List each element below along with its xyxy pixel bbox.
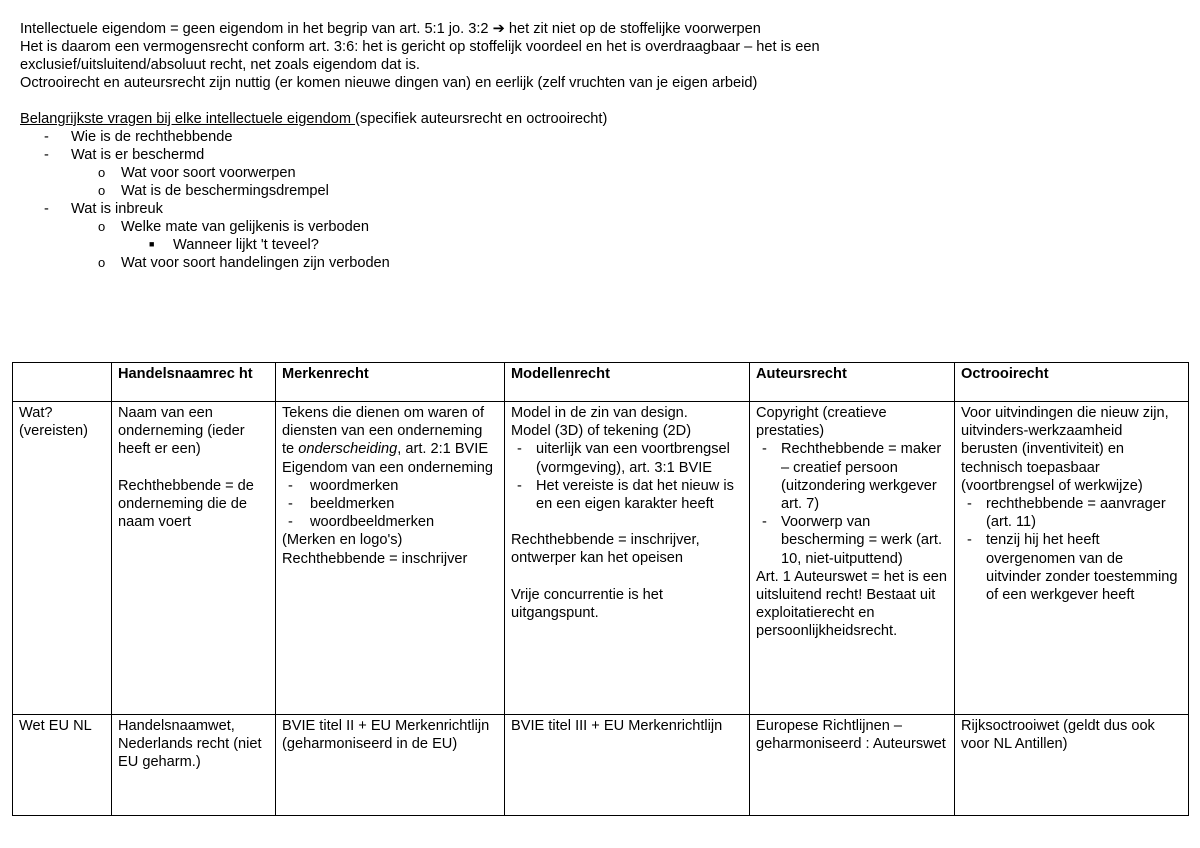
dash-bullet: -: [44, 147, 49, 163]
table-header-cell: [13, 363, 112, 402]
intro-line-2: Het is daarom een vermogensrecht conform art. 3:6: het is gericht op stoffelijk voordeel en het is overdraagbaar – het is een: [20, 39, 820, 55]
questions-heading: [20, 110, 1185, 128]
circle-bullet: o: [98, 255, 106, 270]
circle-bullet: o: [98, 165, 106, 180]
square-bullet: ■: [149, 239, 155, 249]
list-item: o Wat voor soort voorwerpen: [98, 165, 296, 181]
table-cell: Handelsnaamwet, Nederlands recht (niet EU geharm.): [112, 715, 276, 816]
document-text: [20, 20, 1185, 272]
dash-bullet: -: [44, 129, 49, 145]
table-header-row: [13, 363, 1189, 402]
list-item: - woordmerken: [288, 477, 399, 494]
table-cell: Copyright (creatieve prestaties) - Rechthebbende = maker – creatief persoon (uitzondering werkgever art. 7) - Voorwerp van bescherming = werk (art. 10, niet-uitputtend) Art. 1 Auteurswet = het is een uitsluitend recht! Bestaat uit exploitatierecht en persoonlijkheidsrecht.: [750, 402, 955, 715]
intro-line-3: exclusief/uitsluitend/absoluut recht, net zoals eigendom dat is.: [20, 57, 420, 73]
list-item: o Wat is de beschermingsdrempel: [98, 183, 329, 199]
table-row: [13, 402, 1189, 715]
list-item: - rechthebbende = aanvrager (art. 11): [967, 496, 1166, 531]
list-item: o Wat voor soort handelingen zijn verboden: [98, 255, 390, 271]
table-header-cell: Merkenrecht: [276, 363, 505, 402]
table-cell: BVIE titel III + EU Merkenrichtlijn: [505, 715, 750, 816]
list-item: - Wat is inbreuk: [44, 201, 163, 217]
intro-line-1: Intellectuele eigendom = geen eigendom in het begrip van art. 5:1 jo. 3:2 ➔ het zit niet op de stoffelijke voorwerpen: [20, 21, 761, 37]
list-item: ■ Wanneer lijkt 't teveel?: [149, 237, 319, 253]
questions-heading-rest: (specifiek auteursrecht en octrooirecht): [355, 111, 608, 127]
table-cell: Naam van een onderneming (ieder heeft er een) Rechthebbende = de onderneming die de naam voert: [112, 402, 276, 715]
table-cell: BVIE titel II + EU Merkenrichtlijn (geharmoniseerd in de EU): [276, 715, 505, 816]
table-cell: Europese Richtlijnen – geharmoniseerd : Auteurswet: [750, 715, 955, 816]
row-label: Wat? (vereisten): [13, 402, 112, 715]
circle-bullet: o: [98, 183, 106, 198]
list-item: - woordbeeldmerken: [288, 514, 435, 531]
table-cell: Model in de zin van design. Model (3D) of tekening (2D) - uiterlijk van een voortbrengsel (vormgeving), art. 3:1 BVIE - Het vereiste is dat het nieuw is en een eigen karakter heeft Rechthebbende = inschrijver, ontwerper kan het opeisen Vrije concurrentie is het uitgangspunt.: [505, 402, 750, 715]
table-cell: Voor uitvindingen die nieuw zijn, uitvinders-werkzaamheid berusten (inventiviteit) en technisch toepasbaar (voortbrengsel of werkwijze) - rechthebbende = aanvrager (art. 11) - tenzij hij het heeft overgenomen van de uitvinder zonder toestemming of een werkgever heeft: [955, 402, 1189, 715]
list-item: - Wat is er beschermd: [44, 147, 205, 163]
list-item: - beeldmerken: [288, 496, 395, 513]
row-label: Wet EU NL: [13, 715, 112, 816]
table-header-cell: Auteursrecht: [750, 363, 955, 402]
list-item: o Welke mate van gelijkenis is verboden: [98, 219, 369, 235]
intro-line-4: Octrooirecht en auteursrecht zijn nuttig (er komen nieuwe dingen van) en eerlijk (zelf vruchten van je eigen arbeid): [20, 75, 758, 91]
table-header-cell: Modellenrecht: [505, 363, 750, 402]
list-item: - uiterlijk van een voortbrengsel (vormgeving), art. 3:1 BVIE: [517, 441, 730, 476]
dash-bullet: -: [44, 201, 49, 217]
list-item: - Rechthebbende = maker – creatief persoon (uitzondering werkgever art. 7): [762, 441, 942, 513]
table-header-cell: Handelsnaamrec ht: [112, 363, 276, 402]
table-row: [13, 715, 1189, 816]
circle-bullet: o: [98, 219, 106, 234]
list-item: - Het vereiste is dat het nieuw is en een eigen karakter heeft: [517, 477, 734, 513]
questions-heading-underlined: Belangrijkste vragen bij elke intellectuele eigendom: [20, 111, 356, 127]
table-header-cell: Octrooirecht: [955, 363, 1189, 402]
table-cell: Rijksoctrooiwet (geldt dus ook voor NL Antillen): [955, 715, 1189, 816]
table-cell: Tekens die dienen om waren of diensten van een onderneming te onderscheiding, art. 2:1 BVIE Eigendom van een onderneming - woordmerken - beeldmerken - woordbeeldmerken (Merken en logo's) Rechthebbende = inschrijver: [276, 402, 505, 715]
list-item: - tenzij hij het heeft overgenomen van de uitvinder zonder toestemming of een werkgever heeft: [967, 532, 1178, 604]
comparison-table: [12, 362, 1189, 816]
list-item: - Voorwerp van bescherming = werk (art. 10, niet-uitputtend): [762, 514, 942, 567]
list-item: - Wie is de rechthebbende: [44, 129, 233, 145]
